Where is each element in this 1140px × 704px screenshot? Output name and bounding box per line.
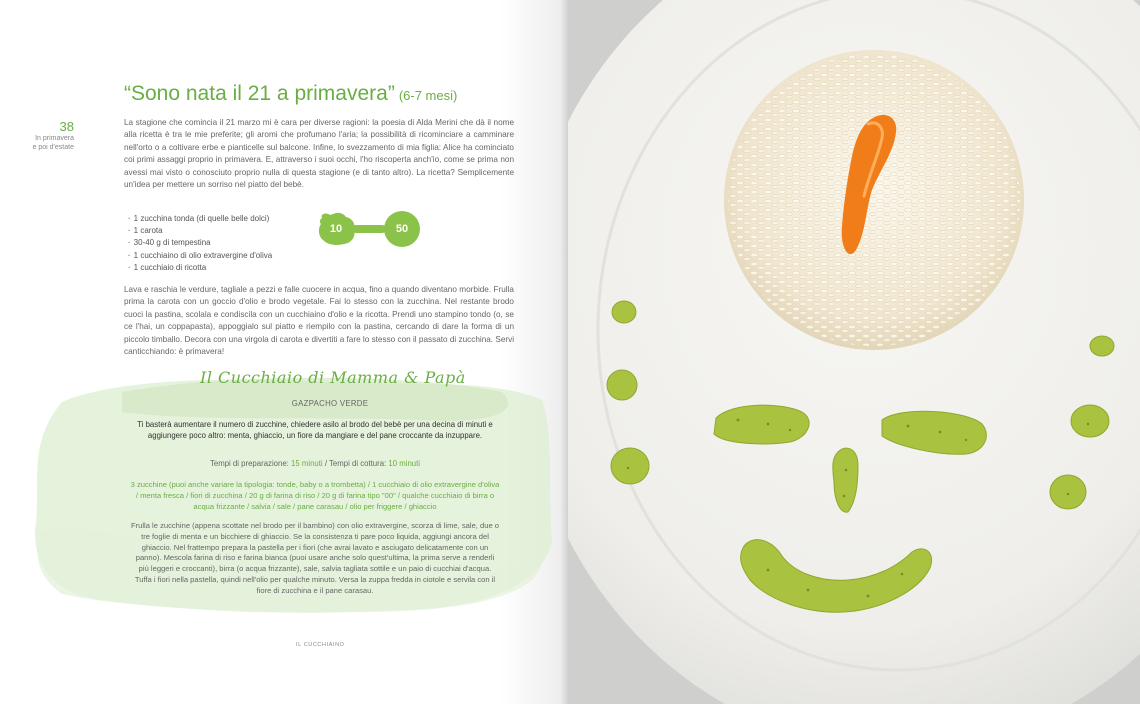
section-label-line-2: e poi d'estate [32, 144, 74, 151]
variant-method: Frulla le zucchine (appena scottate nel brodo per il bambino) con olio extravergine, scorza di lime, sale, due o tre foglie di menta e un bicchiere di ghiaccio. Se la consistenza ti pare poco liquida, aggiungi ancora del ghiaccio. Nel frattempo prepara la pastella per i fiori (che avrai lavato e asciugato delicatamente con un panno). Mescola farina di riso e farina bianca (puoi usare anche solo quest'ultima, la prima serve a renderli più leggeri e croccanti), birra (o acqua frizzante), sale, salvia tagliata sottile e un paio di cucchiai d'acqua. Tuffa i fiori nella pastella, quindi nell'olio per qualche minuto. Versa la zuppa fredda in ciotole e servila con il fiore di zucchina e il pane carasau. [130, 521, 500, 595]
ingredient-list [128, 213, 272, 274]
ingredient-item: · 30-40 g di tempestina [128, 237, 272, 249]
prep-time: 10 [329, 223, 343, 235]
variant-name: GAZPACHO VERDE [291, 399, 369, 408]
time-bar [352, 225, 386, 233]
smiley-plate-image [568, 0, 1140, 704]
variant-ingredients: 3 zucchine (puoi anche variare la tipologia: tonde, baby o a trombetta) / 1 cucchiaio di olio extravergine d'oliva / menta fresca / fiori di zucchina / 20 g di farina di riso / 20 g di farina tipo "00" / qualche cucchiaio di birra o acqua frizzante / salvia / sale / pane carasau / olio per friggere / ghiaccio [130, 480, 500, 511]
cook-label: Tempi di cottura: [329, 459, 389, 468]
recipe-intro: La stagione che comincia il 21 marzo mi è cara per diverse ragioni: la poesia di Alda Merini che dà il nome alla ricetta è tra le mie preferite; gli aromi che profumano l'aria; la possibilità di ricominciare a camminare nell'orto o a coltivare erbe e pianticelle sul balcone. Infine, lo svezzamento di mia figlia: Alice ha cominciato coi primi assaggi proprio in primavera. E, attraverso i suoi occhi, l'ho riscoperta anch'io, come se prima non avessi mai visto o conosciuto proprio nulla di questa stagione (e di tanto altro). La ricetta? Semplicemente un'idea per mettere un sorriso nel piatto del bebè. [124, 118, 514, 190]
page-footer: IL CUCCHIAINO [296, 642, 345, 648]
recipe-method: Lava e raschia le verdure, tagliale a pezzi e falle cuocere in acqua, fino a quando diventano morbide. Frulla prima la carota con un goccio d'olio e brodo vegetale. Fai lo stesso con la zucchina. Nel restante brodo cuoci la pastina, scolala e condiscila con un cucchiaino d'olio e la ricotta. Prendi uno stampino tondo (o, se ce l'hai, un coppapasta), appoggialo sul piatto e riempilo con la pastina, cercando di dare la forma di un piccolo timballo. Decora con una virgola di carota e divertiti a fare lo stesso con il passato di zucchina. Servi canticchiando: è primavera! [124, 285, 515, 357]
time-indicator [316, 210, 422, 248]
section-label [14, 134, 74, 152]
variant-intro: Ti basterà aumentare il numero di zucchine, chiedere asilo al brodo del bebè per una decina di minuti e aggiungere poco altro: menta, ghiaccio, un fiore da mangiare e del pane croccante da inzuppare. [137, 420, 493, 440]
ingredient-item: · 1 cucchiaino di olio extravergine d'oliva [128, 250, 272, 262]
ingredient-item: · 1 zucchina tonda (di quelle belle dolci) [128, 213, 272, 225]
ingredient-item: · 1 carota [128, 225, 272, 237]
prep-value: 15 minuti [291, 459, 323, 468]
variant-times [130, 459, 500, 468]
variant-heading: Il Cucchiaio di Mamma & Papà [200, 368, 466, 387]
prep-label: Tempi di preparazione: [209, 459, 292, 468]
cook-value: 10 minuti [388, 459, 421, 468]
times-separator: / [322, 459, 330, 468]
recipe-title [124, 82, 457, 106]
left-page [0, 0, 568, 704]
recipe-title-text: “Sono nata il 21 a primavera” [124, 82, 395, 105]
total-time: 50 [395, 223, 409, 235]
page-number: 38 [59, 119, 74, 134]
right-page-photo [568, 0, 1140, 704]
section-label-line-1: In primavera [35, 135, 74, 142]
ingredient-item: · 1 cucchiaio di ricotta [128, 262, 272, 274]
recipe-age: (6-7 mesi) [398, 88, 458, 103]
